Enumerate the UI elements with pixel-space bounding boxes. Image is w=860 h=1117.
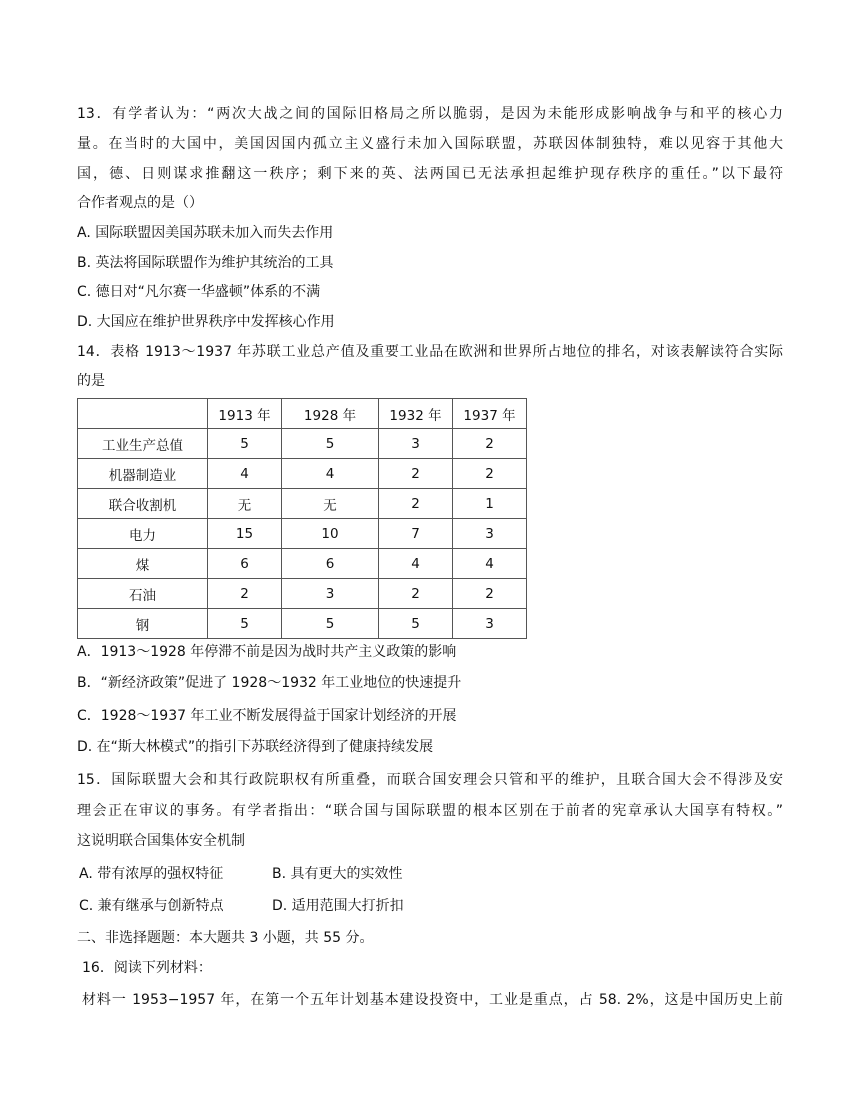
q13-option-c: C. 德日对“凡尔赛一华盛顿”体系的不满: [77, 284, 321, 300]
table-cell: 钢: [78, 609, 208, 639]
table-cell: 5: [379, 609, 453, 639]
q15-option-b: B. 具有更大的实效性: [272, 866, 403, 882]
table-cell: 2: [453, 429, 527, 459]
table-header-cell: [78, 399, 208, 429]
table-cell: 1: [453, 489, 527, 519]
soviet-industry-table: [77, 398, 527, 639]
table-row: [78, 459, 527, 489]
table-header-row: [78, 399, 527, 429]
table-cell: 工业生产总值: [78, 429, 208, 459]
q16-intro: 16．阅读下列材料：: [82, 960, 212, 976]
table-cell: 煤: [78, 549, 208, 579]
table-row: [78, 579, 527, 609]
table-cell: 5: [208, 429, 282, 459]
q15-line-3: 这说明联合国集体安全机制: [77, 833, 245, 849]
table-cell: 无: [282, 489, 379, 519]
table-cell: 4: [208, 459, 282, 489]
q15-option-d: D. 适用范围大打折扣: [272, 898, 404, 914]
q13-line-3: 国，德、日则谋求推翻这一秩序；剩下来的英、法两国已无法承担起维护现存秩序的重任。”以下最符: [77, 166, 783, 182]
q15-option-c: C. 兼有继承与创新特点: [79, 898, 224, 914]
table-cell: 5: [282, 609, 379, 639]
q16-material-1: 材料一 1953−1957 年，在第一个五年计划基本建设投资中，工业是重点，占 58. 2%，这是中国历史上前: [82, 992, 783, 1008]
q13-line-4: 合作者观点的是（）: [77, 195, 203, 211]
table-cell: 机器制造业: [78, 459, 208, 489]
q15-options-row-2: [79, 896, 404, 916]
q15-option-a: A. 带有浓厚的强权特征: [79, 866, 224, 882]
table-cell: 15: [208, 519, 282, 549]
table-cell: 电力: [78, 519, 208, 549]
table-row: [78, 609, 527, 639]
table-cell: 7: [379, 519, 453, 549]
table-row: [78, 549, 527, 579]
q15-options-row-1: [79, 864, 403, 884]
table-row: [78, 429, 527, 459]
table-cell: 4: [453, 549, 527, 579]
q14-option-b: B．“新经济政策”促进了 1928～1932 年工业地位的快速提升: [77, 675, 462, 691]
table-cell: 2: [453, 579, 527, 609]
q14-line-1: 14．表格 1913～1937 年苏联工业总产值及重要工业品在欧洲和世界所占地位的排名，对该表解读符合实际: [77, 344, 783, 360]
table-row: [78, 489, 527, 519]
q13-line-1: 13．有学者认为：“两次大战之间的国际旧格局之所以脆弱，是因为未能形成影响战争与和平的核心力: [77, 106, 783, 122]
table-cell: 3: [379, 429, 453, 459]
q14-option-a: A．1913～1928 年停滞不前是因为战时共产主义政策的影响: [77, 644, 457, 660]
table-cell: 6: [208, 549, 282, 579]
q15-line-2: 理会正在审议的事务。有学者指出：“联合国与国际联盟的根本区别在于前者的宪章承认大国享有特权。”: [77, 803, 783, 819]
q15-line-1: 15．国际联盟大会和其行政院职权有所重叠，而联合国安理会只管和平的维护，且联合国大会不得涉及安: [77, 772, 783, 788]
table-cell: 无: [208, 489, 282, 519]
q13-line-2: 量。在当时的大国中，美国因国内孤立主义盛行未加入国际联盟，苏联因体制独特，难以见容于其他大: [77, 136, 783, 152]
table-header-cell: 1928 年: [282, 399, 379, 429]
q13-option-a: A. 国际联盟因美国苏联未加入而失去作用: [77, 225, 334, 241]
table-cell: 10: [282, 519, 379, 549]
table-header-cell: 1913 年: [208, 399, 282, 429]
table-cell: 3: [282, 579, 379, 609]
table-cell: 5: [282, 429, 379, 459]
table-cell: 3: [453, 519, 527, 549]
table-cell: 6: [282, 549, 379, 579]
q14-option-d: D. 在“斯大林模式”的指引下苏联经济得到了健康持续发展: [77, 739, 434, 755]
table-cell: 4: [379, 549, 453, 579]
table-cell: 3: [453, 609, 527, 639]
table-header-cell: 1932 年: [379, 399, 453, 429]
q14-line-2: 的是: [77, 373, 105, 389]
table-cell: 2: [379, 579, 453, 609]
table-cell: 2: [208, 579, 282, 609]
table-row: [78, 519, 527, 549]
table-cell: 2: [379, 459, 453, 489]
section-2-heading: 二、非选择题题：本大题共 3 小题，共 55 分。: [77, 930, 374, 946]
table-header-cell: 1937 年: [453, 399, 527, 429]
table-cell: 5: [208, 609, 282, 639]
table-cell: 2: [379, 489, 453, 519]
table-cell: 2: [453, 459, 527, 489]
q13-option-d: D. 大国应在维护世界秩序中发挥核心作用: [77, 314, 335, 330]
q13-option-b: B. 英法将国际联盟作为维护其统治的工具: [77, 255, 334, 271]
table-cell: 4: [282, 459, 379, 489]
table-cell: 石油: [78, 579, 208, 609]
q14-option-c: C．1928～1937 年工业不断发展得益于国家计划经济的开展: [77, 708, 457, 724]
table-cell: 联合收割机: [78, 489, 208, 519]
